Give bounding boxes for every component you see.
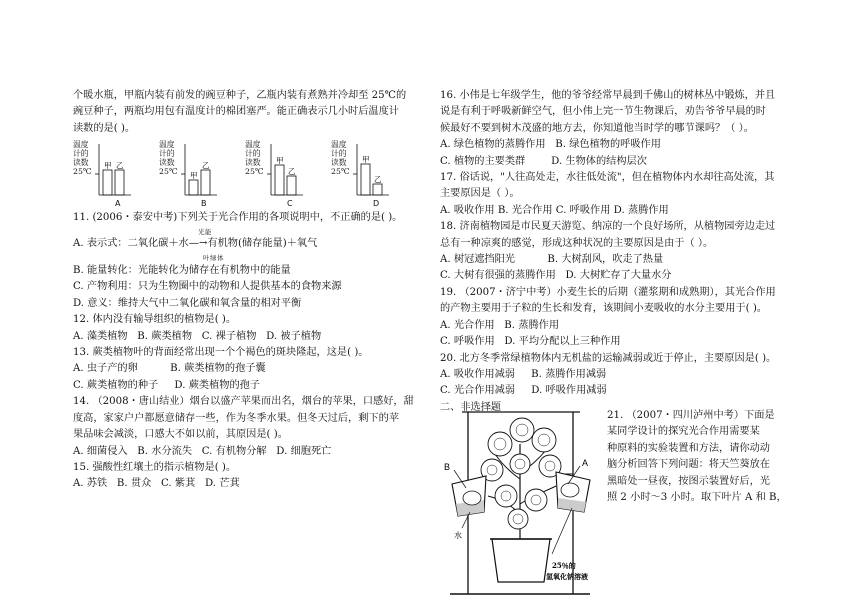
q19-line-2: 的产物主要用于子粒的生长和发育，该期间小麦吸收的水分主要用于( )。 [440,303,767,315]
q10-line-1: 个暖水瓶，甲瓶内装有前发的豌豆种子，乙瓶内装有煮熟并冷却至 25℃的 [73,90,407,101]
graph-a [73,140,131,210]
graph-ylabel: 温度 计的 读数 25℃ [159,140,178,177]
q16-line-1: 16. 小伟是七年级学生，他的爷爷经常早晨到千佛山的树林丛中锻炼，并且 [440,90,776,101]
label-a: A [582,458,589,468]
q10-graphs [73,140,423,210]
q15-stem: 15. 强酸性红壤土的指示植物是( )。 [73,461,237,473]
q15-options: A. 苏铁 B. 贯众 C. 紫萁 D. 芒萁 [73,478,240,490]
label-b: B [444,462,451,472]
q14-line-3: 果品味会减淡，口感大不如以前，其原因是( )。 [73,429,288,441]
q21-line-5: 黑暗处一昼夜，按图示装置好后，光 [607,475,770,487]
graph-caption: C [287,199,293,209]
q10-line-3: 读数的是( )。 [73,122,136,134]
graph-c [245,140,303,210]
q11-stem: 11. (2006・泰安中考)下列关于光合作用的各项说明中，不正确的是( )。 [73,212,403,224]
q16-line-3: 候最好不要到树木茂盛的地方去，你知道他当时学的哪节课吗？（ ）。 [440,122,754,134]
bar-jia: 甲 [190,171,198,181]
q11-option-d: D. 意义：维持大气中二氧化碳和氧含量的相对平衡 [73,297,302,309]
label-water: 水 [454,531,462,540]
bar-yi: 乙 [202,161,210,171]
q17-line-1: 17. 俗话说，"人往高处走，水往低处流"，但在植物体内水却往高处流，其 [440,172,775,184]
bar-jia: 甲 [276,156,284,166]
q19-options-cd: C. 呼吸作用 D. 平均分配以上三种作用 [440,336,621,348]
graph-c-bars [245,140,303,200]
q12-options: A. 藻类植物 B. 蕨类植物 C. 裸子植物 D. 被子植物 [73,330,322,342]
q20-stem: 20. 北方冬季常绿植物体内无机盐的运输减弱或近于停止，主要原因是( )。 [440,352,777,364]
q14-options: A. 细菌侵入 B. 水分流失 C. 有机物分解 D. 细胞死亡 [73,445,332,457]
graph-d-bars [331,140,389,200]
q21-line-1: 21. （2007・四川泸州中考）下面是 [607,410,775,421]
graph-ylabel: 温度 计的 读数 25℃ [331,140,350,177]
graph-ylabel: 温度 计的 读数 25℃ [73,140,92,177]
q18-options-cd: C. 大树有很强的蒸腾作用 D. 大树贮存了大量水分 [440,270,672,282]
q14-line-2: 度高，家家户户都愿意储存一些，作为冬季水果。但冬天过后，剩下的苹 [73,412,399,424]
bar-jia: 甲 [362,155,370,165]
q11-chloroplast-label: 叶绿体 [203,254,224,263]
q11-option-a: A. 表示式：二氧化碳＋水—→有机物(储存能量)＋氧气 [73,237,318,249]
section-heading: 二、非选择题 [440,401,502,413]
q21-line-2: 某同学设计的探究光合作用需要某 [607,426,760,438]
q16-line-2: 说是有利于呼吸新鲜空气，但小伟上完一节生物课后，劝告爷爷早晨的时 [440,106,766,118]
q13-options-ab: A. 虫子产的卵 B. 蕨类植物的孢子囊 [73,363,266,375]
q13-stem: 13. 蕨类植物叶的背面经常出现一个个褐色的斑块隆起，这是( )。 [73,347,369,359]
q21-text [607,408,794,506]
q11-light-label: 光能 [198,227,212,236]
q18-line-1: 18. 济南植物园是市民夏天游览、纳凉的一个良好场所，从植物园旁边走过 [440,221,776,233]
right-column [440,88,790,416]
graph-caption: A [115,199,121,209]
q21-line-4: 脑分析回答下列问题：将天竺葵放在 [607,459,770,471]
q16-options-ab: A. 绿色植物的蒸腾作用 B. 绿色植物的呼吸作用 [440,139,661,151]
bar-jia: 甲 [104,161,112,171]
q18-options-ab: A. 树冠遮挡阳光 B. 大树刮风，吹走了热量 [440,254,664,266]
q13-options-cd: C. 蕨类植物的种子 D. 蕨类植物的孢子 [73,379,261,391]
graph-ylabel: 温度 计的 读数 25℃ [245,140,264,177]
graph-b [159,140,217,210]
graph-a-bars [73,140,131,200]
q17-line-2: 主要原因是（ ）。 [440,188,520,200]
graph-caption: B [201,199,207,209]
bar-yi: 乙 [116,161,124,171]
q10-line-2: 豌豆种子，两瓶均用包有温度计的棉团塞严。能正确表示几小时后温度计 [73,106,399,118]
q19-options-ab: A. 光合作用 B. 蒸腾作用 [440,319,560,331]
plant-apparatus-illustration [440,404,600,599]
graph-b-bars [159,140,217,200]
label-solution-1: 25％的 [552,561,576,570]
q11-option-b: B. 能量转化：光能转化为储存在有机物中的能量 [73,265,291,277]
q19-line-1: 19. （2007・济宁中考）小麦生长的后期（灌浆期和成熟期），其光合作用 [440,286,776,298]
q11-option-c: C. 产物利用：只为生物圈中的动物和人提供基本的食物来源 [73,281,342,293]
q21-experiment-figure [440,404,600,599]
graph-caption: D [373,199,380,209]
q21-line-3: 种原料的实验装置和方法，请你动动 [607,442,770,454]
q17-options: A. 吸收作用 B. 光合作用 C. 呼吸作用 D. 蒸腾作用 [440,204,669,216]
q18-line-2: 总有一种凉爽的感觉，形成这种状况的主要原因是由于（ ）。 [440,237,714,249]
label-solution-2: 氢氧化钠溶液 [546,572,588,581]
bar-yi: 乙 [288,167,296,177]
q14-line-1: 14. （2008・唐山结业）烟台以盛产苹果而出名，烟台的苹果，口感好，甜 [73,396,414,408]
q21-line-6: 照 2 小时～3 小时。取下叶片 A 和 B， [607,492,787,504]
q20-options-ab: A. 吸收作用减弱 B. 蒸腾作用减弱 [440,368,607,380]
q12-stem: 12. 体内没有输导组织的植物是( )。 [73,314,237,326]
bar-yi: 乙 [374,175,382,185]
q20-options-cd: C. 光合作用减弱 D. 呼吸作用减弱 [440,385,607,397]
left-column [73,88,423,493]
q16-options-cd: C. 植物的主要类群 D. 生物体的结构层次 [440,155,647,167]
graph-d [331,140,389,210]
